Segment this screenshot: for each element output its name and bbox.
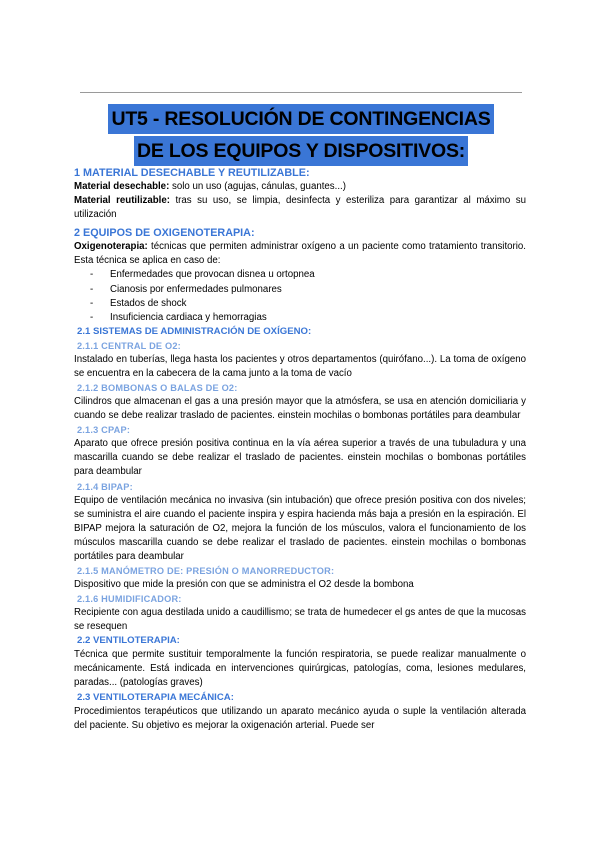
section-2-2-heading: 2.2 VENTILOTERAPIA: — [77, 635, 180, 647]
term-text: solo un uso (agujas, cánulas, guantes...) — [169, 181, 346, 192]
term-label: Oxigenoterapia: — [74, 241, 148, 253]
section-2-1-1-heading: 2.1.1 CENTRAL DE O2: — [77, 340, 181, 351]
list-item: - Estados de shock — [90, 297, 187, 309]
section-2-1-4-text: Equipo de ventilación mecánica no invasiva (sin intubación) que ofrece presión positiva con dos niveles; se suministra el aire cuando el paciente inspira y espira hacienda más baja a presión en la espiración. El BIPAP mejora la saturación de O2, mejora la función de los músculos, valora el funcionamiento de los músculos mascarilla cuando se debe realizar el traslado de pacientes. einstein mochilas o bombonas portátiles para deambular — [74, 494, 526, 562]
section-2-3-heading: 2.3 VENTILOTERAPIA MECÁNICA: — [77, 691, 234, 703]
section-2-3-text: Procedimientos terapéuticos que utilizando un aparato mecánico ayuda o suple la ventilación alterada del paciente. Su objetivo es mejorar la oxigenación arterial. Puede ser — [74, 705, 526, 731]
section-2-1-6-text: Recipiente con agua destilada unido a caudillismo; se trata de humedecer el gs antes de que la mucosas se resequen — [74, 607, 526, 633]
section-2-1-2-text: Cilindros que almacenan el gas a una presión mayor que la atmósfera, se usa en atención domiciliaria y cuando se debe realizar traslado de pacientes. einstein mochilas o bombonas portátiles para deambular — [74, 396, 526, 422]
list-item: - Cianosis por enfermedades pulmonares — [90, 283, 282, 295]
title-line-1: UT5 - RESOLUCIÓN DE CONTINGENCIAS — [108, 104, 493, 134]
section-2-1-heading: 2.1 SISTEMAS DE ADMINISTRACIÓN DE OXÍGENO: — [77, 325, 312, 337]
section-1-heading: 1 MATERIAL DESECHABLE Y REUTILIZABLE: — [74, 167, 310, 179]
section-2-1-3-text: Aparato que ofrece presión positiva continua en la vía aérea superior a través de una tubuladura y una mascarilla cuando se debe realizar el traslado de pacientes. einstein mochilas o bombonas portátiles para deambular — [74, 438, 526, 478]
paragraph-material-desechable — [74, 180, 526, 194]
section-2-2-text: Técnica que permite sustituir temporalmente la función respiratoria, se puede realizar manualmente o mecánicamente. Está indicada en intervenciones quirúrgicas, patologías, coma, lesiones medulares, paradas... (patologías graves) — [74, 649, 526, 689]
paragraph-oxigenoterapia — [74, 240, 526, 268]
paragraph-material-reutilizable — [74, 194, 526, 222]
title-line-2: DE LOS EQUIPOS Y DISPOSITIVOS: — [134, 136, 468, 166]
section-2-1-5-text: Dispositivo que mide la presión con que se administra el O2 desde la bombona — [74, 578, 414, 590]
list-item: - Enfermedades que provocan disnea u ortopnea — [90, 269, 315, 281]
document-title — [80, 104, 522, 166]
section-2-1-5-heading: 2.1.5 MANÓMETRO DE: PRESIÓN O MANORREDUCTOR: — [77, 565, 335, 576]
section-2-heading: 2 EQUIPOS DE OXIGENOTERAPIA: — [74, 227, 255, 240]
section-2-1-1-text: Instalado en tuberías, llega hasta los pacientes y otros departamentos (quirófano...). La toma de oxígeno se encuentra en la cabecera de la cama junto a la toma de vacío — [74, 353, 526, 379]
section-2-1-6-heading: 2.1.6 HUMIDIFICADOR: — [77, 594, 182, 605]
term-text: técnicas que permiten administrar oxígeno a un paciente como tratamiento transitorio. Esta técnica se aplica en caso de: — [74, 241, 526, 267]
list-item: - Insuficiencia cardiaca y hemorragias — [90, 311, 267, 323]
section-2-1-2-heading: 2.1.2 BOMBONAS O BALAS DE O2: — [77, 383, 238, 394]
term-label: Material reutilizable: — [74, 195, 170, 207]
document-body — [74, 166, 526, 733]
term-text: tras su uso, se limpia, desinfecta y esteriliza para garantizar al máximo su utilización — [74, 195, 526, 221]
top-rule — [80, 92, 522, 93]
section-2-1-4-heading: 2.1.4 BIPAP: — [77, 481, 133, 492]
indications-list — [74, 268, 526, 324]
section-2-1-3-heading: 2.1.3 CPAP: — [77, 425, 131, 436]
term-label: Material desechable: — [74, 181, 170, 192]
